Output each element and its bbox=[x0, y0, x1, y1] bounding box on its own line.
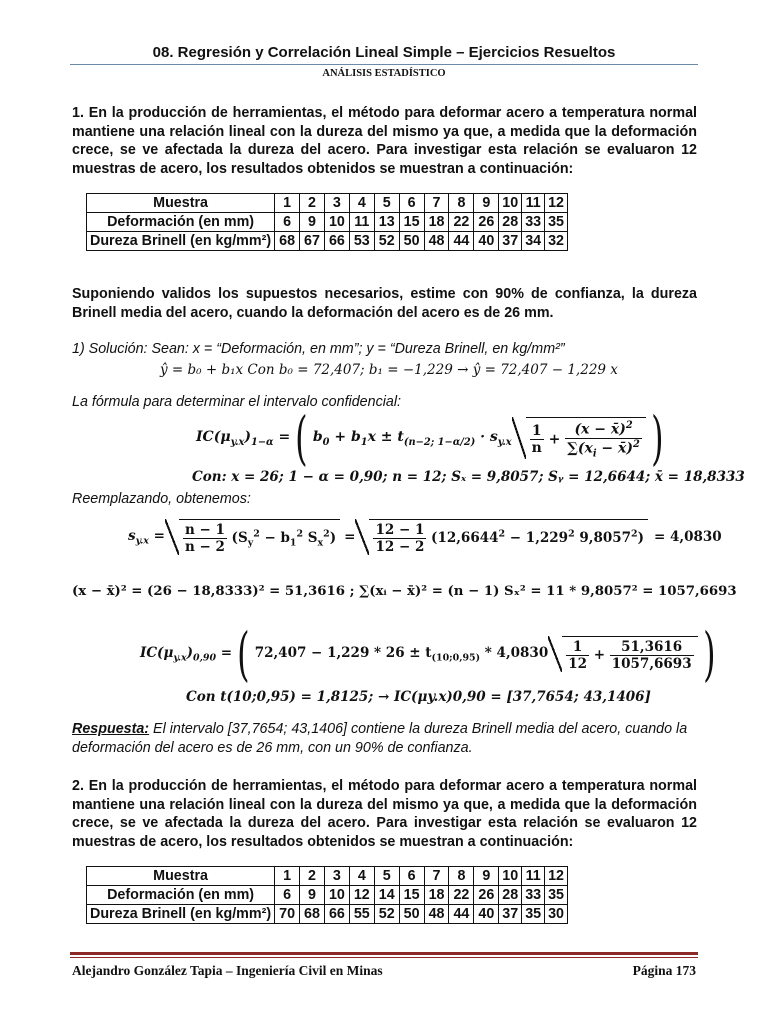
table-cell: 52 bbox=[374, 905, 399, 924]
table-cell: 2 bbox=[300, 867, 325, 886]
table-cell: 5 bbox=[374, 867, 399, 886]
row-label: Deformación (en mm) bbox=[87, 886, 275, 905]
footer-author: Alejandro González Tapia – Ingeniería Civil en Minas bbox=[72, 963, 383, 978]
table-row bbox=[87, 905, 568, 924]
table-cell: 40 bbox=[474, 232, 499, 251]
table-cell: 11 bbox=[522, 867, 545, 886]
table-cell: 33 bbox=[522, 213, 545, 232]
table-cell: 70 bbox=[275, 905, 300, 924]
table-cell: 28 bbox=[499, 213, 522, 232]
table-cell: 48 bbox=[424, 905, 449, 924]
exercise-1-statement: 1. En la producción de herramientas, el método para deformar acero a temperatura normal mantiene una relación lineal con la dureza del mismo ya que, a medida que la deformación crece, se ve afectada la dureza del acero. Para investigar esta relación se evaluaron 12 muestras de acero, los resultados obtenidos se muestran a continuación: bbox=[72, 105, 697, 177]
footer-rule-thick bbox=[70, 952, 698, 955]
table-cell: 67 bbox=[300, 232, 325, 251]
table-cell: 30 bbox=[545, 905, 568, 924]
table-cell: 37 bbox=[499, 905, 522, 924]
t-value-result-line: Con t(10;0,95) = 1,8125; → IC(μy.x)0,90 = [37,7654; 43,1406] bbox=[186, 689, 651, 705]
table-cell: 6 bbox=[399, 867, 424, 886]
reemplazando-label: Reemplazando, obtenemos: bbox=[72, 491, 251, 507]
table-cell: 7 bbox=[424, 867, 449, 886]
table-cell: 4 bbox=[349, 867, 374, 886]
table-row bbox=[87, 194, 568, 213]
answer-text: El intervalo [37,7654; 43,1406] contiene la dureza Brinell media del acero, cuando la deformación del acero es de 26 mm, con un 90% de confianza. bbox=[72, 721, 688, 756]
exercise-1-data-table bbox=[86, 193, 568, 251]
table-cell: 6 bbox=[399, 194, 424, 213]
table-cell: 55 bbox=[349, 905, 374, 924]
row-label: Deformación (en mm) bbox=[87, 213, 275, 232]
ci-general-formula: $IC(\mu_{y.x})_{1-\alpha}$ = ( $b_0 + b_1x \pm t_{(n-2; 1-\alpha/2)} \cdot s_{y.x}$ $\frac{1}{n}$ + $\frac{(x - x̄)^2}{\sum(x_i - x̄)^2}$ ) bbox=[196, 404, 664, 472]
table-cell: 9 bbox=[474, 867, 499, 886]
exercise-2-data-table bbox=[86, 866, 568, 924]
table-cell: 13 bbox=[374, 213, 399, 232]
answer-label: Respuesta: bbox=[72, 721, 150, 737]
table-cell: 26 bbox=[474, 213, 499, 232]
table-cell: 4 bbox=[349, 194, 374, 213]
table-cell: 14 bbox=[374, 886, 399, 905]
table-cell: 48 bbox=[424, 232, 449, 251]
page-header-title: 08. Regresión y Correlación Lineal Simple – Ejercicios Resueltos bbox=[152, 44, 616, 61]
table-cell: 68 bbox=[275, 232, 300, 251]
table-cell: 66 bbox=[324, 905, 349, 924]
table-row bbox=[87, 232, 568, 251]
table-row bbox=[87, 213, 568, 232]
table-cell: 35 bbox=[545, 886, 568, 905]
sum-squares-line: (x − x̄)² = (26 − 18,8333)² = 51,3616 ; ∑(xᵢ − x̄)² = (n − 1) Sₓ² = 11 * 9,8057² = 1057,6693 bbox=[72, 584, 737, 599]
table-cell: 9 bbox=[300, 213, 325, 232]
table-cell: 22 bbox=[449, 886, 474, 905]
table-cell: 66 bbox=[324, 232, 349, 251]
regression-model-line: ŷ = b₀ + b₁x Con b₀ = 72,407; b₁ = −1,229 → ŷ = 72,407 − 1,229 x bbox=[160, 362, 618, 378]
table-cell: 35 bbox=[522, 905, 545, 924]
table-cell: 53 bbox=[349, 232, 374, 251]
table-cell: 9 bbox=[300, 886, 325, 905]
table-cell: 12 bbox=[545, 867, 568, 886]
table-cell: 11 bbox=[349, 213, 374, 232]
row-label: Muestra bbox=[87, 194, 275, 213]
row-label: Dureza Brinell (en kg/mm²) bbox=[87, 232, 275, 251]
exercise-1-question: Suponiendo validos los supuestos necesarios, estime con 90% de confianza, la dureza Brinell media del acero, cuando la deformación del acero es de 26 mm. bbox=[72, 286, 697, 321]
given-values-line: Con: x = 26; 1 − α = 0,90; n = 12; Sₓ = 9,8057; Sᵧ = 12,6644; x̄ = 18,8333 bbox=[192, 469, 745, 485]
table-cell: 50 bbox=[399, 232, 424, 251]
exercise-2-statement: 2. En la producción de herramientas, el método para deformar acero a temperatura normal mantiene una relación lineal con la dureza del mismo ya que, a medida que la deformación crece, se ve afectada la dureza del acero. Para investigar esta relación se evaluaron 12 muestras de acero, los resultados obtenidos se muestran a continuación: bbox=[72, 778, 697, 850]
table-cell: 68 bbox=[300, 905, 325, 924]
ci-numeric-formula: $IC(\mu_{y.x})_{0,90}$ = ( $72,407 - 1,229 * 26 \pm t_{(10;0,95)} * 4,0830$ $\frac{1}{12}$ + $\frac{51,3616}{1057,6693}$ ) bbox=[140, 620, 716, 688]
table-cell: 12 bbox=[545, 194, 568, 213]
syx-computation: $s_{y.x}$ = $\frac{n - 1}{n - 2}$ ($S_y^2 - b_1^2$ $S_x^2$) = $\frac{12 - 1}{12 - 2}$ ($12,6644^2 - 1,229^2$ 9,8057$^2$) = 4,0830 bbox=[128, 512, 722, 562]
table-cell: 32 bbox=[545, 232, 568, 251]
footer-page-number: Página 173 bbox=[632, 963, 696, 978]
table-cell: 15 bbox=[399, 886, 424, 905]
table-cell: 52 bbox=[374, 232, 399, 251]
table-cell: 5 bbox=[374, 194, 399, 213]
table-cell: 6 bbox=[275, 213, 300, 232]
table-cell: 44 bbox=[449, 232, 474, 251]
table-cell: 44 bbox=[449, 905, 474, 924]
table-row bbox=[87, 886, 568, 905]
table-cell: 8 bbox=[449, 867, 474, 886]
formula-intro: La fórmula para determinar el intervalo confidencial: bbox=[72, 394, 402, 410]
table-cell: 9 bbox=[474, 194, 499, 213]
table-cell: 6 bbox=[275, 886, 300, 905]
table-cell: 2 bbox=[300, 194, 325, 213]
table-row bbox=[87, 867, 568, 886]
table-cell: 11 bbox=[522, 194, 545, 213]
table-cell: 50 bbox=[399, 905, 424, 924]
table-cell: 10 bbox=[499, 194, 522, 213]
footer-rule-thin bbox=[70, 957, 698, 958]
table-cell: 1 bbox=[275, 194, 300, 213]
table-cell: 26 bbox=[474, 886, 499, 905]
table-cell: 35 bbox=[545, 213, 568, 232]
table-cell: 40 bbox=[474, 905, 499, 924]
row-label: Muestra bbox=[87, 867, 275, 886]
table-cell: 33 bbox=[522, 886, 545, 905]
table-cell: 10 bbox=[324, 886, 349, 905]
header-rule bbox=[70, 64, 698, 65]
table-cell: 28 bbox=[499, 886, 522, 905]
table-cell: 1 bbox=[275, 867, 300, 886]
table-cell: 34 bbox=[522, 232, 545, 251]
table-cell: 7 bbox=[424, 194, 449, 213]
table-cell: 18 bbox=[424, 886, 449, 905]
exercise-1-answer bbox=[72, 720, 697, 758]
table-cell: 22 bbox=[449, 213, 474, 232]
table-cell: 37 bbox=[499, 232, 522, 251]
table-cell: 12 bbox=[349, 886, 374, 905]
table-cell: 10 bbox=[324, 213, 349, 232]
solution-definitions: 1) Solución: Sean: x = “Deformación, en mm”; y = “Dureza Brinell, en kg/mm²” bbox=[72, 341, 565, 357]
table-cell: 10 bbox=[499, 867, 522, 886]
table-cell: 15 bbox=[399, 213, 424, 232]
table-cell: 18 bbox=[424, 213, 449, 232]
table-cell: 3 bbox=[324, 194, 349, 213]
syx-result: = 4,0830 bbox=[654, 529, 722, 545]
row-label: Dureza Brinell (en kg/mm²) bbox=[87, 905, 275, 924]
table-cell: 3 bbox=[324, 867, 349, 886]
table-cell: 8 bbox=[449, 194, 474, 213]
page-header-subtitle: ANÁLISIS ESTADÍSTICO bbox=[322, 68, 446, 79]
